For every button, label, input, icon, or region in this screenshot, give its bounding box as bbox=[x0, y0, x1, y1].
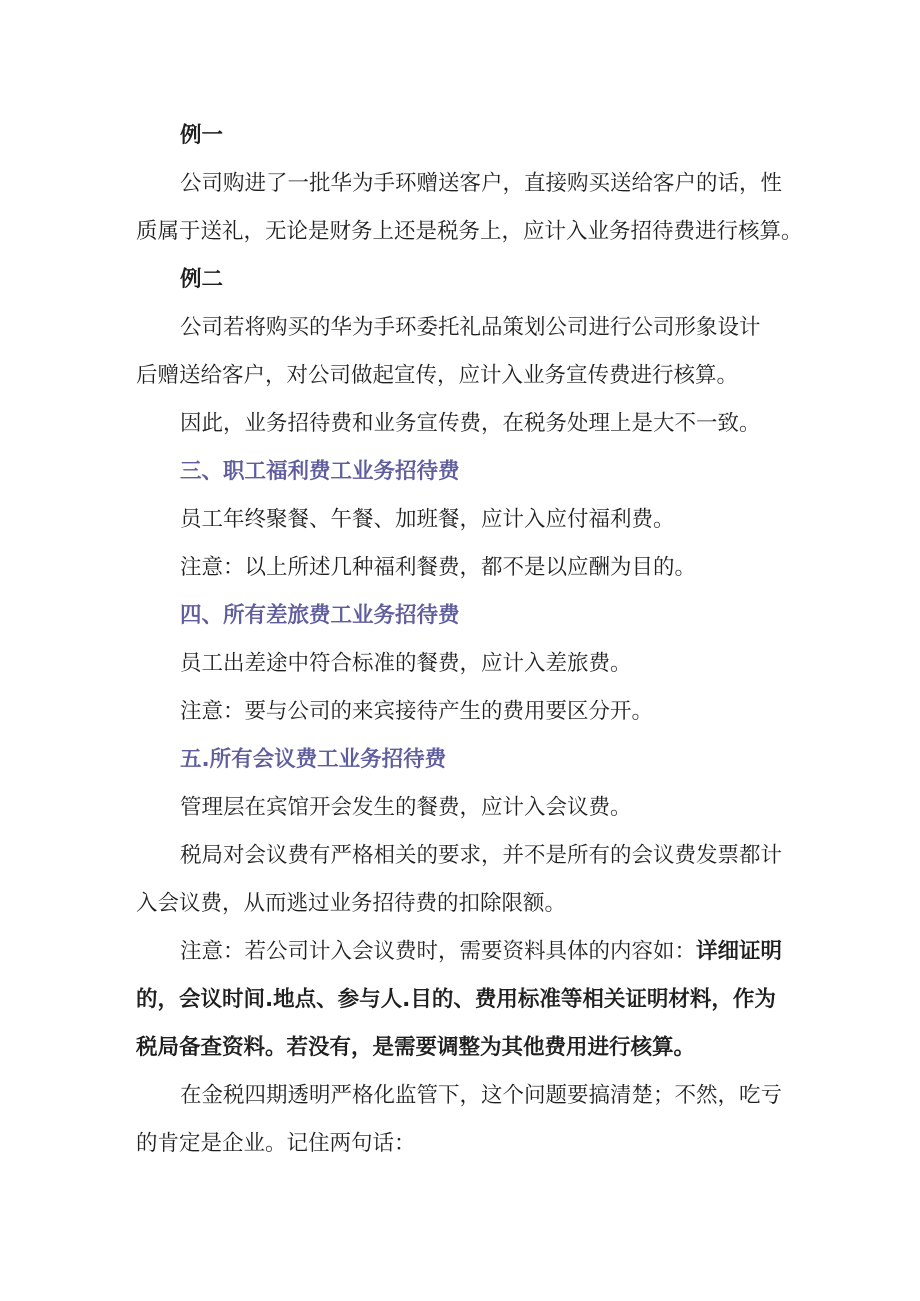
section-5-note-line-3: 税局备查资料。若没有，是需要调整为其他费用进行核算。 bbox=[136, 1035, 696, 1060]
section-5-paragraph-2-line-2: 入会议费，从而逃过业务招待费的扣除限额。 bbox=[136, 891, 567, 916]
section-3-note: 注意：以上所述几种福利餐费，都不是以应酬为目的。 bbox=[180, 555, 697, 580]
example-1-heading: 例一 bbox=[180, 123, 224, 148]
section-5-note-line-1 bbox=[136, 928, 786, 976]
example-2-paragraph-line-2: 后赠送给客户，对公司做起宣传，应计入业务宣传费进行核算。 bbox=[136, 363, 739, 388]
section-4-note: 注意：要与公司的来宾接待产生的费用要区分开。 bbox=[180, 699, 654, 724]
section-3-heading: 三、职工福利费工业务招待费 bbox=[180, 459, 460, 484]
example-1-paragraph-line-1: 公司购进了一批华为手环赠送客户，直接购买送给客户的话，性 bbox=[180, 171, 783, 196]
example-2-paragraph-line-1: 公司若将购买的华为手环委托礼品策划公司进行公司形象设计 bbox=[180, 315, 761, 340]
closing-paragraph-line-1: 在金税四期透明严格化监管下，这个问题要搞清楚；不然，吃亏 bbox=[180, 1083, 783, 1108]
document-body bbox=[136, 112, 803, 1168]
section-5-note-bold-start: 详细证明 bbox=[696, 939, 783, 964]
closing-paragraph-line-2: 的肯定是企业。记住两句话： bbox=[136, 1131, 416, 1156]
section-3-paragraph-1: 员工年终聚餐、午餐、加班餐，应计入应付福利费。 bbox=[180, 507, 675, 532]
section-5-note-intro: 注意：若公司计入会议费时，需要资料具体的内容如： bbox=[180, 939, 697, 964]
example-2-heading: 例二 bbox=[180, 267, 224, 292]
section-4-paragraph-1: 员工出差途中符合标准的餐费，应计入差旅费。 bbox=[180, 651, 632, 676]
example-2-conclusion: 因此，业务招待费和业务宣传费，在税务处理上是大不一致。 bbox=[180, 411, 761, 436]
section-4-heading: 四、所有差旅费工业务招待费 bbox=[180, 603, 460, 628]
section-5-note-line-2: 的，会议时间.地点、参与人.目的、费用标准等相关证明材料，作为 bbox=[136, 987, 776, 1012]
section-5-heading: 五.所有会议费工业务招待费 bbox=[180, 747, 447, 772]
example-1-paragraph-line-2: 质属于送礼，无论是财务上还是税务上，应计入业务招待费进行核算。 bbox=[136, 219, 803, 244]
section-5-paragraph-1: 管理层在宾馆开会发生的餐费，应计入会议费。 bbox=[180, 795, 632, 820]
section-5-paragraph-2-line-1: 税局对会议费有严格相关的要求，并不是所有的会议费发票都计 bbox=[180, 843, 783, 868]
